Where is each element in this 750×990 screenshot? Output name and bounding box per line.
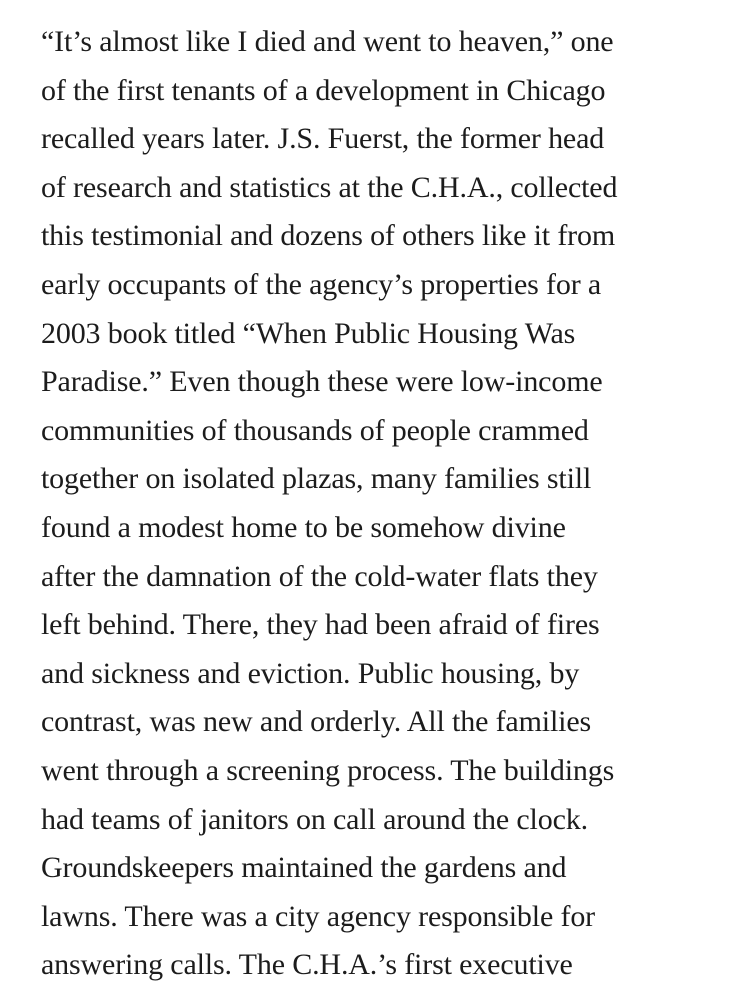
text-line: early occupants of the agency’s properties for a xyxy=(41,267,602,301)
text-line: this testimonial and dozens of others like it from xyxy=(41,219,616,253)
text-line: after the damnation of the cold-water flats they xyxy=(41,559,598,593)
text-line: together on isolated plazas, many families still xyxy=(41,462,592,496)
text-line: 2003 book titled “When Public Housing Was xyxy=(41,316,576,350)
text-line: Groundskeepers maintained the gardens and xyxy=(41,851,567,885)
text-line: “It’s almost like I died and went to heaven,” one xyxy=(41,25,614,58)
text-line: of research and statistics at the C.H.A., collected xyxy=(41,170,618,204)
text-line: had teams of janitors on call around the clock. xyxy=(41,802,588,836)
text-line: went through a screening process. The buildings xyxy=(41,753,615,787)
text-line: of the first tenants of a development in Chicago xyxy=(41,73,606,107)
text-line: found a modest home to be somehow divine xyxy=(41,510,566,544)
text-line: contrast, was new and orderly. All the families xyxy=(41,705,592,739)
text-line: answering calls. The C.H.A.’s first executive xyxy=(41,948,573,982)
text-line: Paradise.” Even though these were low-income xyxy=(41,365,603,399)
text-line: communities of thousands of people crammed xyxy=(41,413,589,447)
text-line: lawns. There was a city agency responsible for xyxy=(41,899,596,933)
text-line: recalled years later. J.S. Fuerst, the former head xyxy=(41,122,605,156)
text-line: left behind. There, they had been afraid of fires xyxy=(41,608,600,642)
article-body xyxy=(41,18,731,990)
text-line: and sickness and eviction. Public housing, by xyxy=(41,656,580,690)
